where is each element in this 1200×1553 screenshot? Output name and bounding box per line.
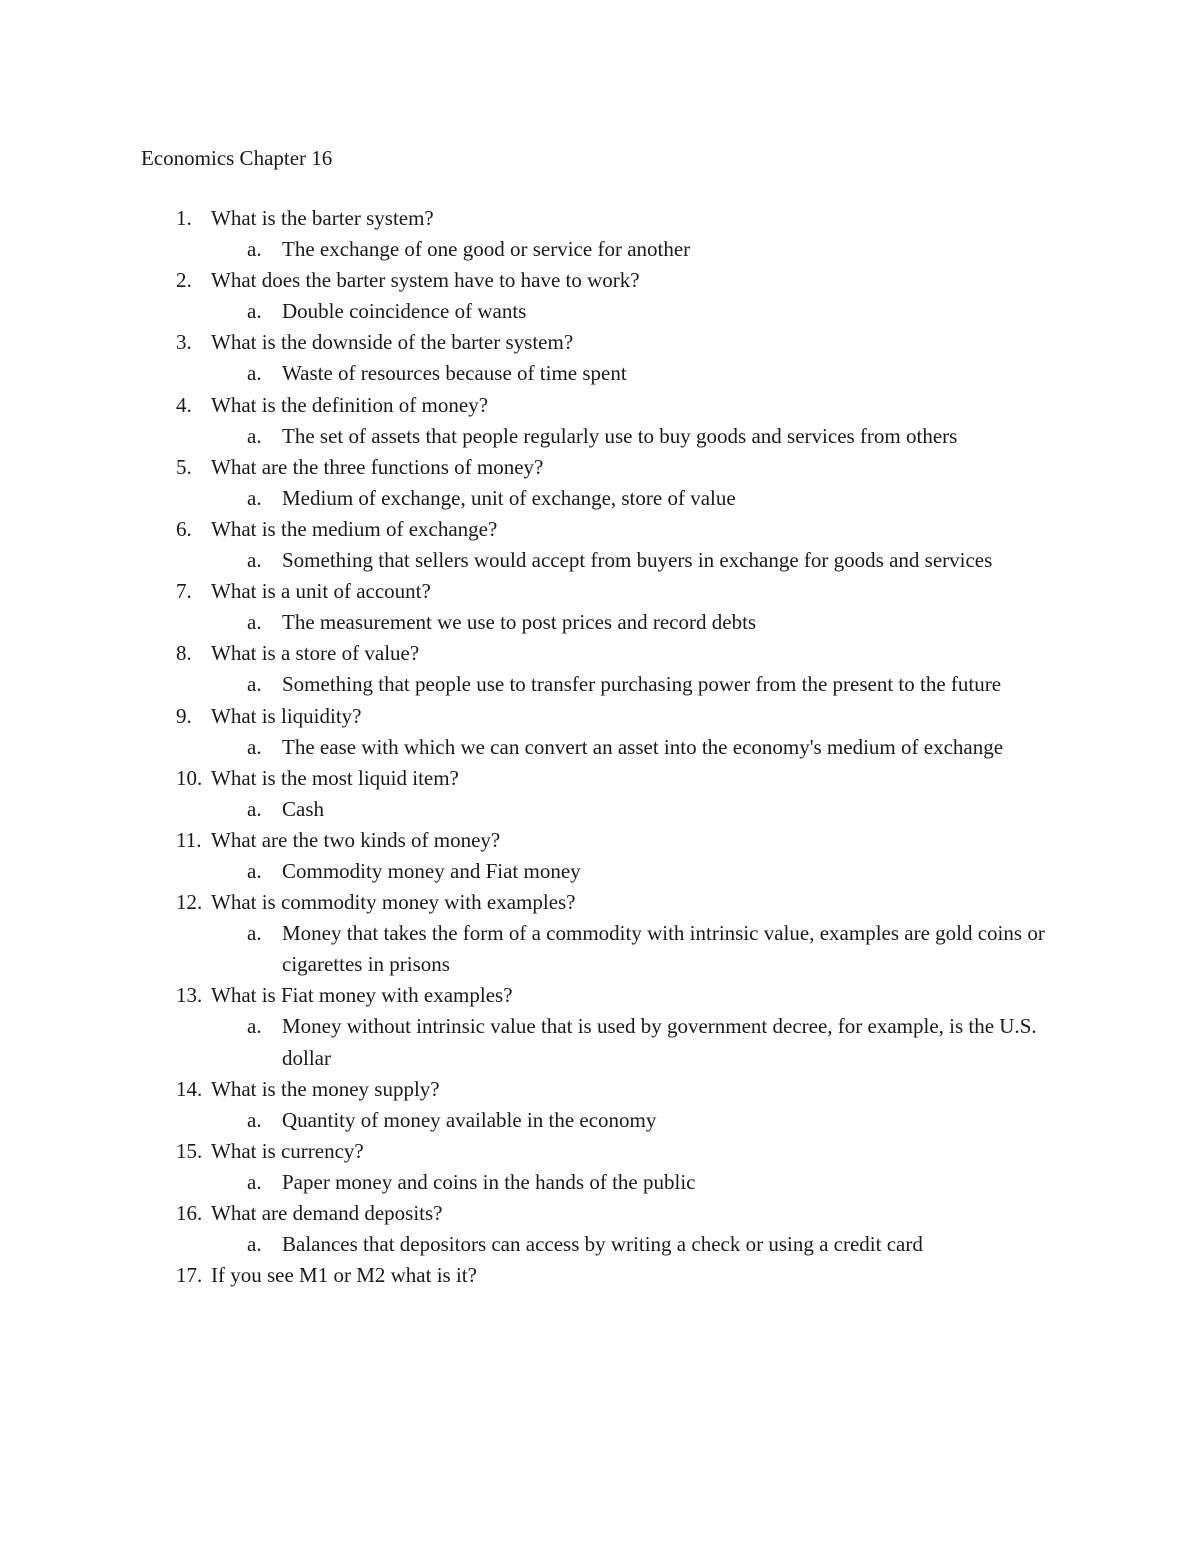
- question-row: [0, 1136, 1200, 1167]
- answer-letter: a.: [247, 796, 262, 821]
- answer-row: [0, 732, 1200, 763]
- answer-row: [0, 421, 1200, 452]
- answer-row: [0, 358, 1200, 389]
- answer-letter: a.: [247, 423, 262, 448]
- answer-row: [0, 1011, 1200, 1073]
- qa-item: [0, 452, 1200, 514]
- answer-text: The exchange of one good or service for another: [282, 237, 691, 262]
- qa-item: [0, 701, 1200, 763]
- answer-row: [0, 483, 1200, 514]
- qa-item: [0, 327, 1200, 389]
- question-number: 5.: [176, 454, 192, 479]
- question-row: [0, 980, 1200, 1011]
- question-text: What is currency?: [211, 1138, 364, 1163]
- answer-text: Something that sellers would accept from buyers in exchange for goods and services: [282, 548, 993, 573]
- answer-row: [0, 1167, 1200, 1198]
- answer-letter: a.: [247, 1169, 262, 1194]
- answer-row: [0, 607, 1200, 638]
- question-number: 17.: [176, 1263, 203, 1288]
- answer-letter: a.: [247, 485, 262, 510]
- answer-text: The ease with which we can convert an asset into the economy's medium of exchange: [282, 734, 1004, 759]
- qa-item: [0, 763, 1200, 825]
- question-text: What is the most liquid item?: [211, 765, 459, 790]
- question-row: [0, 203, 1200, 234]
- question-text: What is the downside of the barter system?: [211, 330, 574, 355]
- qa-item: [0, 1136, 1200, 1198]
- question-row: [0, 265, 1200, 296]
- question-row: [0, 1074, 1200, 1105]
- question-text: What is Fiat money with examples?: [211, 983, 513, 1008]
- answer-text: Medium of exchange, unit of exchange, store of value: [282, 485, 736, 510]
- question-text: What does the barter system have to have to work?: [211, 268, 640, 293]
- question-row: [0, 514, 1200, 545]
- answer-letter: a.: [247, 921, 262, 946]
- question-number: 8.: [176, 641, 192, 666]
- answer-letter: a.: [247, 858, 262, 883]
- question-text: If you see M1 or M2 what is it?: [211, 1263, 477, 1288]
- question-number: 7.: [176, 579, 192, 604]
- question-list: [0, 203, 1200, 1291]
- qa-item: [0, 638, 1200, 700]
- qa-item: [0, 265, 1200, 327]
- qa-item: [0, 1198, 1200, 1260]
- question-text: What is a unit of account?: [211, 579, 431, 604]
- qa-item: [0, 1074, 1200, 1136]
- question-row: [0, 390, 1200, 421]
- qa-item: [0, 514, 1200, 576]
- question-number: 2.: [176, 268, 192, 293]
- question-row: [0, 701, 1200, 732]
- qa-item: [0, 390, 1200, 452]
- answer-letter: a.: [247, 1014, 262, 1039]
- question-number: 10.: [176, 765, 203, 790]
- answer-letter: a.: [247, 299, 262, 324]
- qa-item: [0, 576, 1200, 638]
- qa-item: [0, 203, 1200, 265]
- question-row: [0, 576, 1200, 607]
- question-number: 4.: [176, 392, 192, 417]
- answer-row: [0, 669, 1200, 700]
- answer-letter: a.: [247, 361, 262, 386]
- question-text: What is the barter system?: [211, 206, 434, 230]
- question-number: 16.: [176, 1201, 203, 1225]
- qa-item: [0, 980, 1200, 1073]
- answer-text: Something that people use to transfer purchasing power from the present to the future: [282, 672, 1002, 697]
- question-row: [0, 763, 1200, 794]
- answer-row: [0, 856, 1200, 887]
- answer-letter: a.: [247, 610, 262, 635]
- question-row: [0, 452, 1200, 483]
- answer-text: Quantity of money available in the economy: [282, 1107, 657, 1132]
- question-text: What is the definition of money?: [211, 392, 489, 417]
- qa-item: [0, 887, 1200, 980]
- question-row: [0, 825, 1200, 856]
- question-text: What is commodity money with examples?: [211, 890, 576, 915]
- answer-text: Double coincidence of wants: [282, 299, 527, 324]
- answer-letter: a.: [247, 1107, 262, 1132]
- answer-row: [0, 1229, 1200, 1260]
- answer-letter: a.: [247, 672, 262, 697]
- question-row: [0, 327, 1200, 358]
- question-number: 9.: [176, 703, 192, 728]
- question-number: 3.: [176, 330, 192, 355]
- answer-text: The measurement we use to post prices and record debts: [282, 610, 757, 635]
- answer-text: Balances that depositors can access by writing a check or using a credit card: [282, 1232, 923, 1257]
- answer-text: Cash: [282, 796, 324, 821]
- question-text: What are demand deposits?: [211, 1201, 443, 1225]
- document-title: Economics Chapter 16: [141, 146, 333, 170]
- question-number: 13.: [176, 983, 203, 1008]
- question-text: What is the money supply?: [211, 1076, 440, 1101]
- answer-row: [0, 918, 1200, 980]
- answer-text: Commodity money and Fiat money: [282, 858, 581, 883]
- qa-item: [0, 1260, 1200, 1291]
- answer-row: [0, 794, 1200, 825]
- question-text: What is the medium of exchange?: [211, 516, 498, 541]
- question-number: 6.: [176, 516, 192, 541]
- question-row: [0, 1260, 1200, 1291]
- question-row: [0, 1198, 1200, 1229]
- question-text: What is liquidity?: [211, 703, 362, 728]
- question-number: 14.: [176, 1076, 203, 1101]
- answer-text: Money without intrinsic value that is used by government decree, for example, is the U.S. dollar: [282, 1014, 1037, 1070]
- answer-text: Paper money and coins in the hands of the public: [282, 1169, 696, 1194]
- question-number: 1.: [176, 206, 192, 230]
- question-row: [0, 638, 1200, 669]
- answer-text: Money that takes the form of a commodity with intrinsic value, examples are gold coins or cigarettes in prisons: [282, 921, 1045, 977]
- question-number: 15.: [176, 1138, 203, 1163]
- answer-row: [0, 234, 1200, 265]
- answer-row: [0, 545, 1200, 576]
- question-number: 11.: [176, 827, 202, 852]
- answer-row: [0, 1105, 1200, 1136]
- answer-letter: a.: [247, 734, 262, 759]
- question-row: [0, 887, 1200, 918]
- question-number: 12.: [176, 890, 203, 915]
- answer-text: The set of assets that people regularly use to buy goods and services from others: [282, 423, 958, 448]
- answer-row: [0, 296, 1200, 327]
- question-text: What are the three functions of money?: [211, 454, 544, 479]
- answer-letter: a.: [247, 548, 262, 573]
- answer-letter: a.: [247, 1232, 262, 1257]
- question-text: What is a store of value?: [211, 641, 420, 666]
- answer-letter: a.: [247, 237, 262, 262]
- qa-item: [0, 825, 1200, 887]
- question-text: What are the two kinds of money?: [211, 827, 501, 852]
- answer-text: Waste of resources because of time spent: [282, 361, 627, 386]
